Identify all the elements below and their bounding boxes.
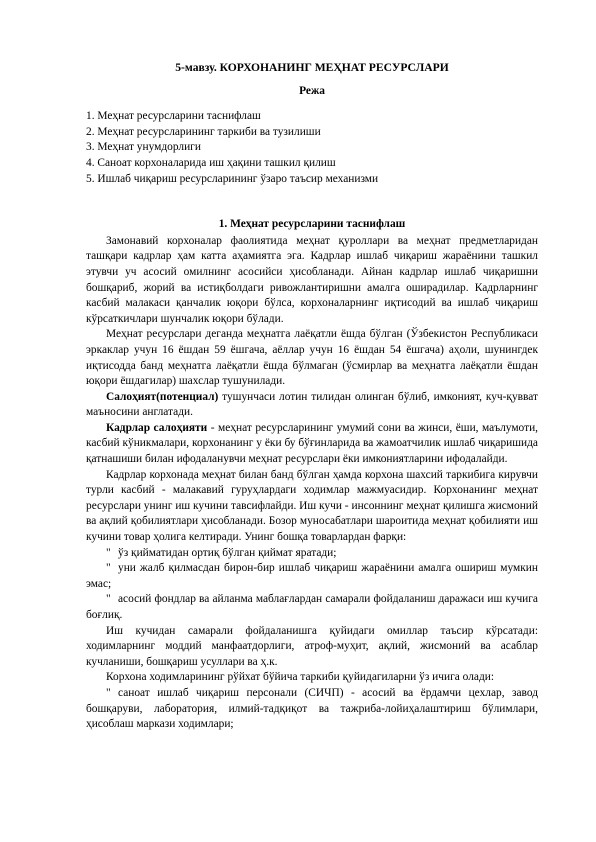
paragraph (86, 390, 538, 421)
list-item (86, 546, 538, 562)
plan-heading: Режа (299, 84, 325, 97)
paragraph: Кадрлар корхонада меҳнат билан банд бўлган ҳамда корхона шахсий таркибига кирувчи турли касбий - малакавий гуруҳлардаги ходимлар мажмуасидир. Корхонанинг меҳнат ресурслари унинг иш кучини тавсифлайди. Иш кучи - инсоннинг меҳнат қилишга жисмоний ва ақлий қобилиятлари ҳисобланади. Бозор муносабатлари шароитида меҳнат қобилияти иш кучини товар ҳолига келтиради. Унинг бошқа товарлардан фарқи: (86, 468, 538, 544)
paragraph (86, 421, 538, 468)
bullet-mark: " (106, 593, 111, 606)
paragraph: Корхона ходимларининг рўйхат бўйича таркиби қуйидагиларни ўз ичига олади: (106, 671, 495, 684)
bullet-mark: " (106, 562, 111, 575)
list-item-text: уни жалб қилмасдан бирон-бир ишлаб чиқариш жараёнини амалга ошириш мумкин эмас; (86, 562, 538, 590)
list-item (86, 686, 538, 733)
section-heading: 1. Меҳнат ресурсларини таснифлаш (218, 218, 406, 231)
plan-item: 5. Ишлаб чиқариш ресурсларининг ўзаро таъсир механизми (86, 172, 379, 185)
list-item (86, 561, 538, 592)
list-item-text: ўз қийматидан ортиқ бўлган қиймат яратади; (118, 546, 337, 559)
term-bold: Салоҳият(потенциал) (106, 390, 219, 403)
plan-item: 3. Меҳнат унумдорлиги (86, 141, 201, 154)
paragraph-text: тушунчаси лотин тилидан олинган бўлиб, имконият, куч-қувват маъносини англатади. (86, 390, 538, 419)
paragraph: Иш кучидан самарали фойдаланишга қуйидаги омиллар таъсир кўрсатади: ходимларнинг моддий манфаатдорлиги, атроф-муҳит, ақлий, жисмоний ва асаблар кучланиши, бошқариш усуллари ва ҳ.к. (86, 624, 538, 668)
term-bold: Кадрлар салоҳияти (106, 421, 208, 434)
list-item (86, 592, 538, 623)
plan-item: 2. Меҳнат ресурсларининг таркиби ва тузилиши (86, 125, 321, 138)
plan-list (86, 109, 538, 187)
paragraph: Меҳнат ресурслари деганда меҳнатга лаёқатли ёшда бўлган (Ўзбекистон Республикаси эркаклар учун 16 ёшдан 59 ёшгача, аёллар учун 16 ёшдан 54 ёшгача) аҳоли, шунингдек иқтисодда банд меҳнатга лаёқатли ёшда бўлмаган (ўсмирлар ва меҳнатга лаёқатли ёшдан юқори ёшдагилар) шахслар тушунилади. (86, 328, 538, 388)
paragraph: Замонавий корхоналар фаолиятида меҳнат қуроллари ва меҳнат предметларидан ташқари кадрлар ҳам катта аҳамиятга эга. Кадрлар ишлаб чиқариш жараёнини ташкил этувчи уч асосий омилнинг асосийси ҳисобланади. Айнан кадрлар ишлаб чиқаришни бошқариб, жорий ва истиқболдаги ривожлантиришни амалга оширадилар. Кадрларнинг касбий малакаси қанчалик юқори бўлса, корхоналарнинг иқтисодий ва ишлаб чиқариш кўрсаткичлари шунчалик юқори бўлади. (86, 234, 538, 325)
bullet-mark: " (106, 686, 111, 699)
plan-item: 4. Саноат корхоналарида иш ҳақини ташкил қилиш (86, 156, 336, 169)
list-item-text: асосий фондлар ва айланма маблағлардан самарали фойдаланиш даражаси иш кучига боғлиқ. (86, 593, 538, 621)
paragraph-text: - меҳнат ресурсларининг умумий сони ва жинси, ёши, маълумоти, касбий кўникмалари, корхонанинг у ёки бу бўғинларида ва жамоатчилик ишлаб чиқаришида қатнашиши билан ифодаланувчи меҳнат ресурслари ёки имкониятларини ифодалайди. (86, 421, 539, 466)
plan-item: 1. Меҳнат ресурсларини таснифлаш (86, 110, 261, 123)
bullet-mark: " (106, 546, 111, 559)
list-item-text: саноат ишлаб чиқариш персонали (СИЧП) - асосий ва ёрдамчи цехлар, завод бошқаруви, лаборатория, илмий-тадқиқот ва тажриба-лойиҳалаштириш бўлимлари, ҳисоблаш маркази ходимлари; (86, 686, 538, 731)
document-title: 5-мавзу. КОРХОНАНИНГ МЕҲНАТ РЕСУРСЛАРИ (175, 61, 449, 74)
